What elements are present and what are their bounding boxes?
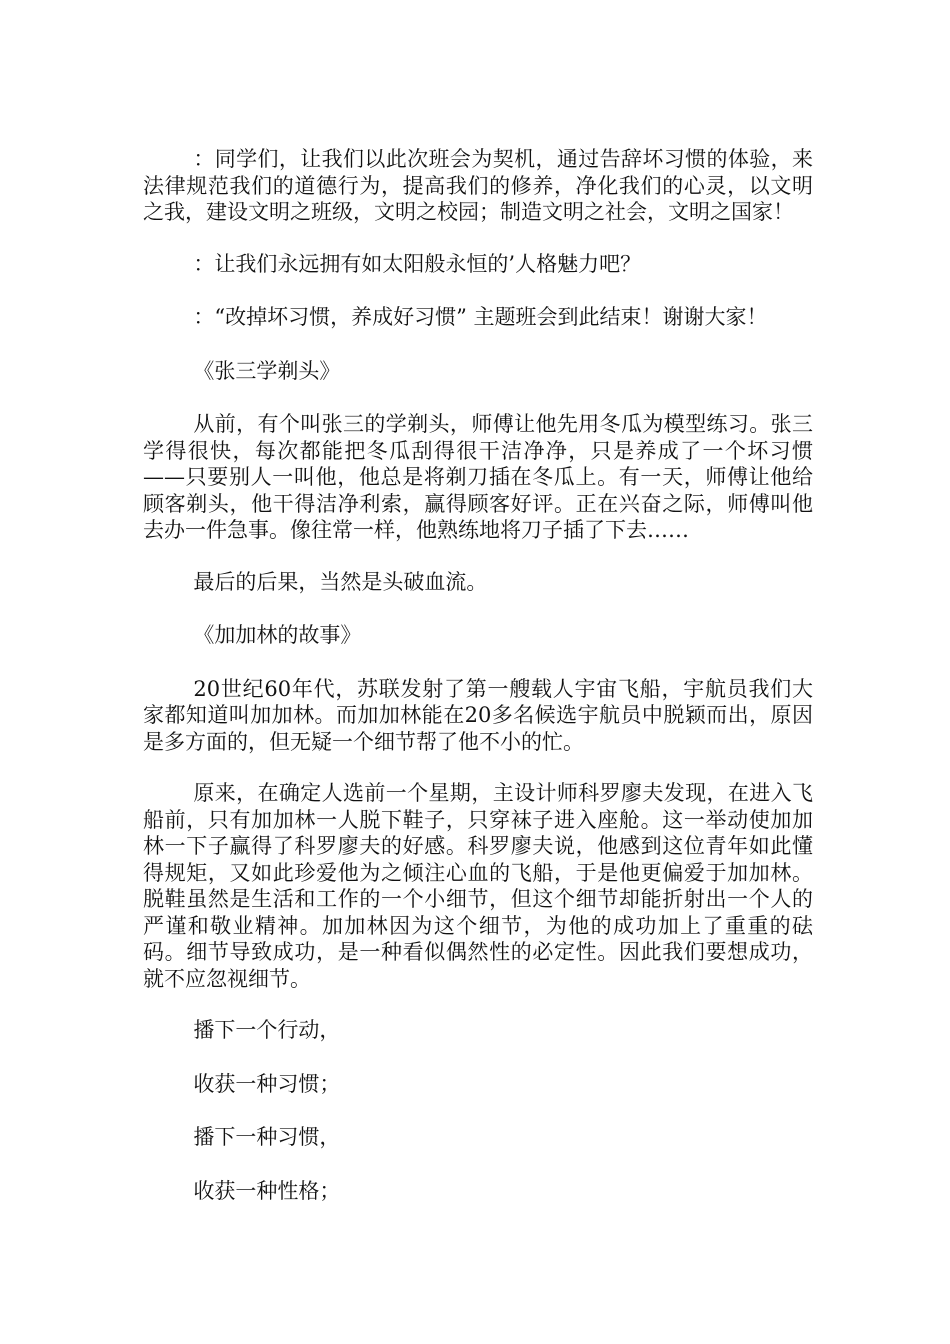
verse-line-3: 播下一种习惯，: [193, 1125, 341, 1149]
paragraph-gagarin-detail: 原来，在确定人选前一个星期，主设计师科罗廖夫发现，在进入飞船前，只有加加林一人脱下鞋子，只穿袜子进入座舱。这一举动使加加林一下子赢得了科罗廖夫的好感。科罗廖夫说，他感到这位青年如此懂得规矩，又如此珍爱他为之倾注心血的飞船，于是他更偏爱于加加林。脱鞋虽然是生活和工作的一个小细节，但这个细节却能折射出一个人的严谨和敬业精神。加加林因为这个细节，为他的成功加上了重重的砝码。细节导致成功，是一种看似偶然性的必定性。因此我们要想成功，就不应忽视细节。: [143, 781, 813, 991]
verse-line-2: 收获一种习惯；: [193, 1071, 341, 1096]
document-body: [143, 146, 813, 1231]
paragraph-personality-charm: ：让我们永远拥有如太阳般永恒的’人格魅力吧？: [193, 251, 642, 276]
paragraph-gagarin-intro: 20世纪60年代，苏联发射了第一艘载人宇宙飞船，宇航员我们大家都知道叫加加林。而加加林能在20多名候选宇航员中脱颖而出，原因是多方面的，但无疑一个细节帮了他不小的忙。: [143, 676, 813, 754]
paragraph-zhangsan-story: 从前，有个叫张三的学剃头，师傅让他先用冬瓜为模型练习。张三学得很快，每次都能把冬瓜刮得很干洁净净，只是养成了一个坏习惯——只要别人一叫他，他总是将剃刀插在冬瓜上。有一天，师傅让他给顾客剃头，他干得洁净利索，赢得顾客好评。正在兴奋之际，师傅叫他去办一件急事。像往常一样，他熟练地将刀子插了下去……: [143, 412, 813, 542]
story-title-gagarin: 《加加林的故事》: [193, 623, 362, 647]
story-title-zhangsan: 《张三学剃头》: [193, 358, 341, 383]
verse-line-4: 收获一种性格；: [193, 1178, 341, 1203]
verse-line-1: 播下一个行动，: [193, 1018, 341, 1042]
paragraph-closing-remarks: ：同学们，让我们以此次班会为契机，通过告辞坏习惯的体验，来法律规范我们的道德行为，提高我们的修养，净化我们的心灵，以文明之我，建设文明之班级，文明之校园；制造文明之社会，文明之国家！: [143, 147, 813, 224]
paragraph-meeting-end: ：“改掉坏习惯，养成好习惯” 主题班会到此结束！谢谢大家！: [193, 305, 768, 329]
paragraph-zhangsan-result: 最后的后果，当然是头破血流。: [193, 569, 488, 594]
